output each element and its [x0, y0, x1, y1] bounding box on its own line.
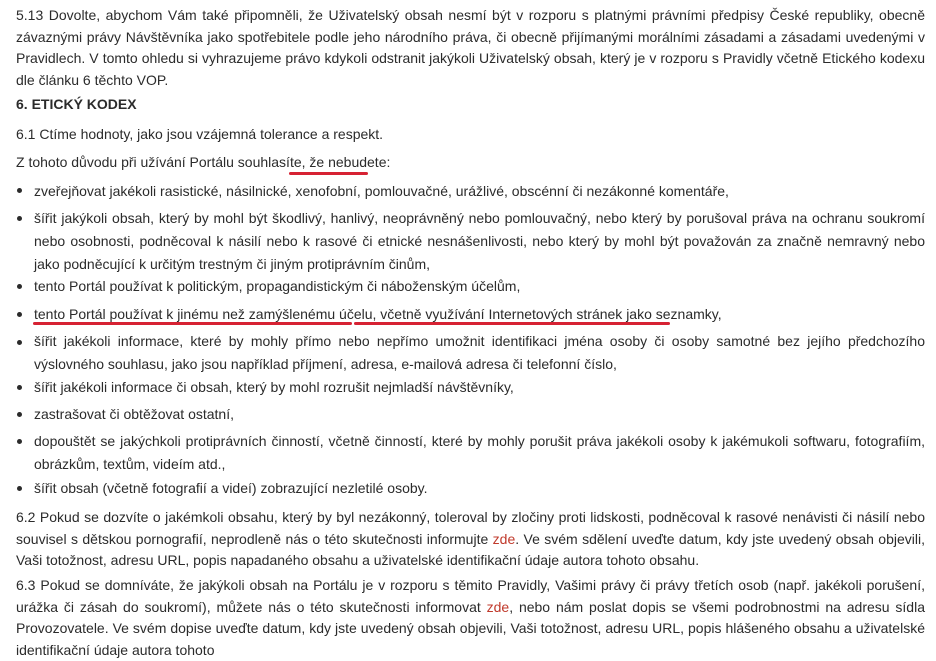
list-item: šířit obsah (včetně fotografií a videí) zobrazující nezletilé osoby. [34, 480, 428, 496]
paragraph-6-3-text: 6.3 Pokud se domníváte, že jakýkoli obsah na Portálu je v rozporu s těmito Pravidly, Vašimi právy či právy třetích osob (např. jakékoli porušení, urážka či zásah do soukromí), můžete nás o této skutečnosti informovat [16, 577, 925, 615]
list-item: dopouštět se jakýchkoli protiprávních činností, včetně činností, které by mohly porušit práva jakékoli osoby k jakémukoli softwaru, fotografiím, obrázkům, textům, videím atd., [34, 433, 925, 472]
bullet-dot [17, 385, 22, 390]
highlight-underline-item [33, 322, 352, 325]
report-link[interactable]: zde [486, 598, 510, 615]
bullet-dot [17, 188, 22, 193]
bullet-dot [17, 284, 22, 289]
paragraph-6-2-text-end: . Ve svém sdělení uveďte datum, kdy jste uvedený obsah objevili, Vaši totožnost, adresu URL, popis napadaného obsahu a uživatelské identifikační údaje autora tohoto obsahu. [16, 530, 925, 569]
list-item: tento Portál používat k politickým, propagandistickým či náboženským účelům, [34, 278, 521, 294]
paragraph-5-13: 5.13 Dovolte, abychom Vám také připomněli, že Uživatelský obsah nesmí být v rozporu s platnými právními předpisy České republiky, obecně závaznými právy Návštěvníka jako spotřebitele podle jeho národního práva, či obecně přijímanými morálními zásadami a zásadami uvedenými v Pravidlech. V tomto ohledu si vyhrazujeme právo kdykoli odstranit jakýkoli Uživatelský obsah, který je v rozporu s Pravidly včetně Etického kodexu dle článku 6 těchto VOP. [16, 7, 925, 88]
paragraph-intro [16, 152, 925, 174]
list-item: šířit jakýkoli obsah, který by mohl být škodlivý, hanlivý, neoprávněný nebo pomlouvačný, nebo který by porušoval práva na ochranu soukromí nebo osobnosti, podněcoval k násilí nebo k rasové či etnické nesnášenlivosti, nebo který by mohl být považován za značně nemravný nebo jako podněcující k určitým trestným či jiným protiprávním činům, [34, 210, 925, 272]
intro-text: Z tohoto důvodu při užívání Portálu souhlasíte, [16, 154, 310, 170]
paragraph-6-3 [16, 575, 925, 661]
highlight-underline-intro [289, 172, 368, 175]
list-item: zveřejňovat jakékoli rasistické, násilnické, xenofobní, pomlouvačné, urážlivé, obscénní či nezákonné komentáře, [34, 183, 729, 199]
bullet-dot [17, 312, 22, 317]
paragraph-6-1: 6.1 Ctíme hodnoty, jako jsou vzájemná tolerance a respekt. [16, 126, 384, 142]
paragraph-6-2-text: 6.2 Pokud se dozvíte o jakémkoli obsahu, který by byl nezákonný, toleroval by zločiny proti lidskosti, podněcoval k rasové nenávisti či násilí nebo souvisel s dětskou pornografií, neprodleně nás o této skutečnosti informujte [16, 509, 925, 547]
paragraph-6-3-text-end: , nebo nám poslat dopis se všemi podrobnostmi na adresu sídla Provozovatele. Ve svém dopise uveďte datum, kdy jste uvedený obsah objevili, Vaši totožnost, adresu URL, popis hlášeného obsahu a uživatelské identifikační údaje autora tohoto [16, 598, 925, 658]
highlight-underline-item [354, 322, 670, 325]
bullet-dot [17, 340, 22, 345]
bullet-dot [17, 412, 22, 417]
list-item: šířit jakékoli informace, které by mohly přímo nebo nepřímo umožnit identifikaci jména osoby či osoby samotné bez jejího předchozího výslovného souhlasu, jako jsou například příjmení, adresa, e-mailová adresa či telefonní číslo, [34, 333, 925, 372]
list-item: zastrašovat či obtěžovat ostatní, [34, 406, 234, 422]
list-item: tento Portál používat k jinému než zamýšlenému účelu, včetně využívání Internetových stránek jako seznamky, [34, 306, 722, 322]
bullet-dot [17, 216, 22, 221]
bullet-dot [17, 486, 22, 491]
intro-highlight: že nebudete: [309, 154, 391, 170]
report-link[interactable]: zde [492, 530, 516, 547]
list-item: šířit jakékoli informace či obsah, který by mohl rozrušit nejmladší návštěvníky, [34, 379, 514, 395]
paragraph-6-2 [16, 507, 925, 572]
section-heading-ethics: 6. ETICKÝ KODEX [16, 96, 137, 112]
bullet-dot [17, 439, 22, 444]
